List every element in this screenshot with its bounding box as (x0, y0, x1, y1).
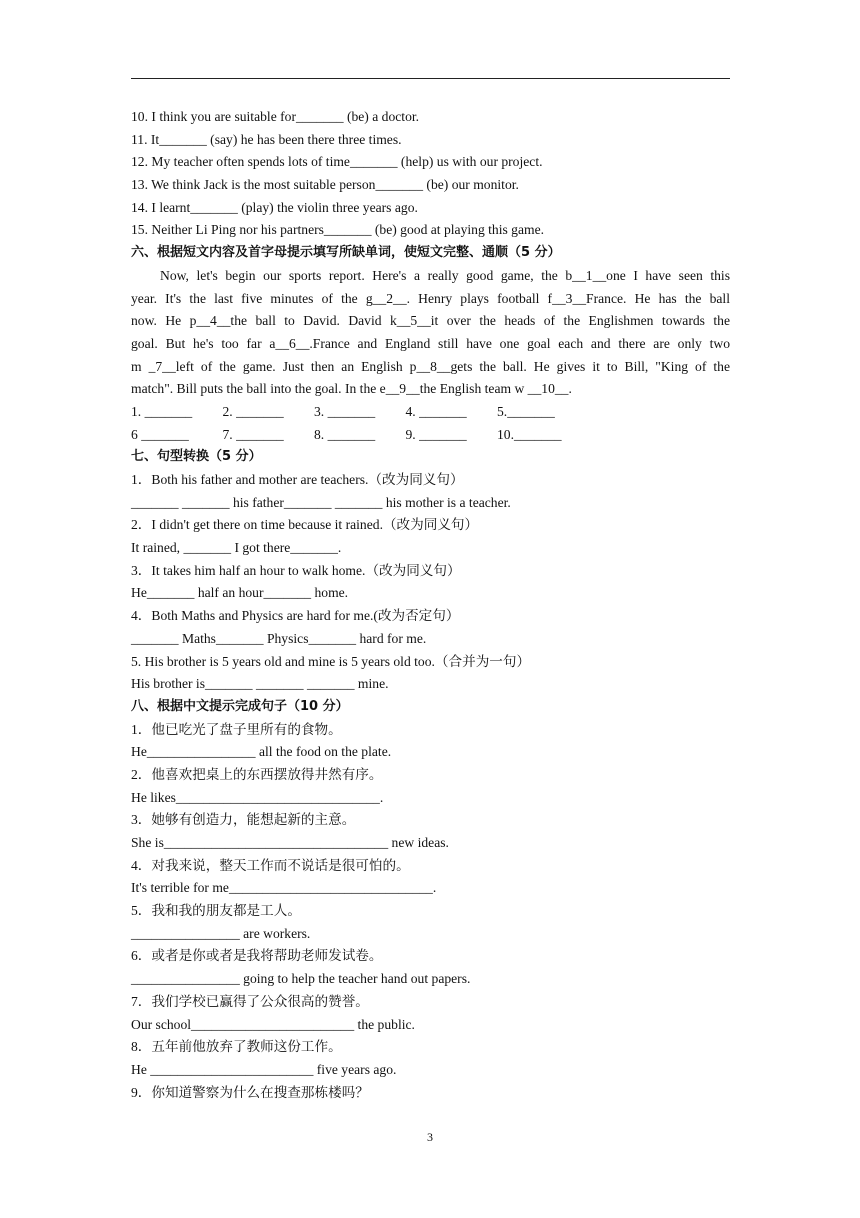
answer-blank: 3. _______ (314, 403, 376, 419)
translation-prompt: 5．我和我的朋友都是工人。 (131, 903, 301, 919)
transform-answer: He_______ half an hour_______ home. (131, 585, 349, 601)
translation-prompt: 7．我们学校已赢得了公众很高的赞誉。 (131, 993, 369, 1009)
translation-answer: He________________ all the food on the plate. (131, 744, 392, 760)
translation-prompt: 6．或者是你或者是我将帮助老师发试卷。 (131, 948, 383, 964)
question-13: 13. We think Jack is the most suitable person_______ (be) our monitor. (131, 177, 519, 193)
question-11: 11. It_______ (say) he has been there three times. (131, 131, 402, 147)
answer-blanks-row-1 (131, 401, 730, 424)
passage-line: match". Bill puts the ball into the goal. In the e__9__the English team w __10__. (131, 381, 572, 397)
question-12: 12. My teacher often spends lots of time_______ (help) us with our project. (131, 154, 543, 170)
translation-prompt: 8．五年前他放弃了教师这份工作。 (131, 1039, 342, 1055)
section-7-heading: 七、句型转换（5 分） (131, 449, 262, 465)
transform-answer: It rained, _______ I got there_______. (131, 540, 342, 556)
passage-line: year. It's the last five minutes of the g__2__. Henry plays football f__3__France. He has the ball (131, 290, 730, 306)
translation-answer: He ________________________ five years ago. (131, 1061, 397, 1077)
section-6-heading: 六、根据短文内容及首字母提示填写所缺单词，使短文完整、通顺（5 分） (131, 245, 561, 261)
answer-blanks-row-2 (131, 424, 730, 447)
translation-prompt: 4．对我来说，整天工作而不说话是很可怕的。 (131, 857, 410, 873)
passage-line: Now, let's begin our sports report. Here's a really good game, the b__1__one I have seen this (160, 267, 730, 283)
transform-prompt: 5. His brother is 5 years old and mine is 5 years old too.（合并为一句） (131, 653, 531, 669)
worksheet-content (131, 106, 730, 1104)
answer-blank: 8. _______ (314, 426, 376, 442)
passage-line: m _7__left of the game. Just then an English p__8__gets the ball. He gives it to Bill, "King of the (131, 358, 730, 374)
translation-answer: She is_________________________________ new ideas. (131, 835, 449, 850)
passage-line: goal. But he's too far a__6__.France and England still have one goal each and there are only two (131, 335, 730, 351)
header-rule (131, 78, 730, 79)
answer-blank: 9. _______ (405, 426, 467, 442)
question-10: 10. I think you are suitable for_______ (be) a doctor. (131, 109, 420, 124)
answer-blank: 5._______ (497, 403, 555, 419)
translation-prompt: 3．她够有创造力，能想起新的主意。 (131, 812, 356, 828)
passage-line: now. He p__4__the ball to David. David k__5__it over the heads of the Englishmen towards the (131, 313, 730, 329)
answer-blank: 1. _______ (131, 403, 193, 419)
translation-answer: ________________ are workers. (131, 925, 311, 941)
translation-answer: He likes______________________________. (131, 789, 384, 805)
translation-prompt: 9．你知道警察为什么在搜查那栋楼吗？ (131, 1084, 369, 1100)
translation-answer: It's terrible for me______________________________. (131, 880, 437, 896)
answer-blank: 2. _______ (222, 403, 284, 419)
translation-prompt: 2．他喜欢把桌上的东西摆放得井然有序。 (131, 766, 383, 782)
answer-blank: 6 _______ (131, 426, 189, 442)
transform-prompt: 3．It takes him half an hour to walk home.（改为同义句） (131, 562, 461, 578)
transform-prompt: 2．I didn't get there on time because it rained.（改为同义句） (131, 517, 479, 533)
question-15: 15. Neither Li Ping nor his partners_______ (be) good at playing this game. (131, 222, 545, 238)
transform-prompt: 1．Both his father and mother are teachers.（改为同义句） (131, 472, 464, 487)
translation-prompt: 1．他已吃光了盘子里所有的食物。 (131, 721, 342, 737)
transform-answer: _______ _______ his father_______ _______ his mother is a teacher. (131, 494, 511, 510)
transform-answer: His brother is_______ _______ _______ mine. (131, 676, 389, 692)
transform-prompt: 4．Both Maths and Physics are hard for me.(改为否定句） (131, 608, 460, 624)
answer-blank: 10._______ (497, 426, 562, 442)
translation-answer: ________________ going to help the teacher hand out papers. (131, 971, 471, 987)
transform-answer: _______ Maths_______ Physics_______ hard for me. (131, 630, 427, 646)
question-14: 14. I learnt_______ (play) the violin three years ago. (131, 199, 418, 215)
answer-blank: 7. _______ (222, 426, 284, 442)
translation-answer: Our school________________________ the public. (131, 1016, 415, 1032)
page-number: 3 (427, 1130, 433, 1144)
answer-blank: 4. _______ (405, 403, 467, 419)
section-8-heading: 八、根据中文提示完成句子（10 分） (131, 698, 349, 714)
